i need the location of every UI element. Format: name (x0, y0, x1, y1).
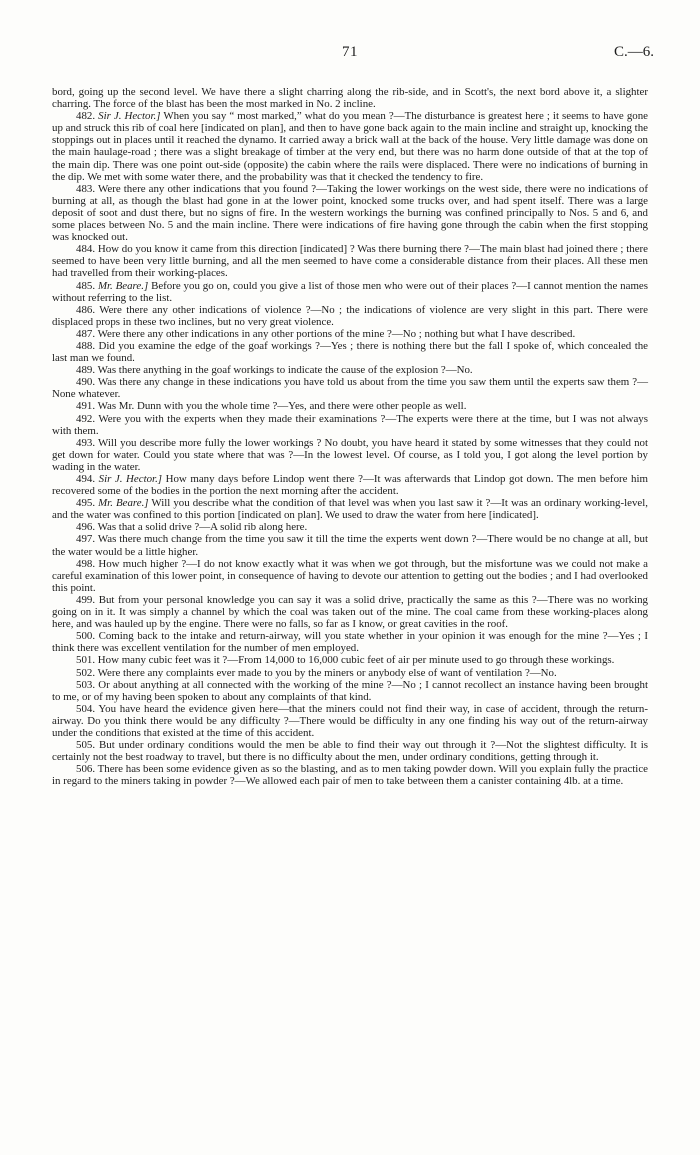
paragraph-text: Were there any other indications that you found ?—Taking the lower workings on the west side, there were no indications of burning at all, as though the blast had gone in at the lower point, knocked some trucks over, and had spent itself. There was a large deposit of soot and dust there, but no signs of fire. In the western workings the burning was confined principally to Nos. 5 and 6, and some places between No. 5 and the main incline. There were indications of fire having gone through the cabin when the first stopping was knocked out. (52, 182, 648, 244)
question-number: 499. (76, 593, 96, 606)
page-number: 71 (342, 44, 358, 60)
testimony-paragraph (52, 558, 648, 594)
question-number: 500. (76, 630, 96, 643)
paragraph-text: Were there any other indications in any other portions of the mine ?—No ; nothing but what I have described. (97, 327, 576, 340)
testimony-paragraph (52, 763, 648, 787)
testimony-paragraph (52, 110, 648, 183)
question-number: 483. (76, 182, 96, 195)
question-number: 502. (76, 666, 96, 679)
paragraph-text: Coming back to the intake and return-airway, will you state whether in your opinion it was enough for the mine ?—Yes ; I think there was excellent ventilation for the number of men employed. (52, 630, 648, 655)
paragraph-text: bord, going up the second level. We have there a slight charring along the rib-side, and in Scott's, the next bord above it, a slighter charring. The force of the blast has been the most marked in No. 2 incline. (52, 86, 648, 111)
paragraph-text: How many cubic feet was it ?—From 14,000 to 16,000 cubic feet of air per minute used to go through these workings. (97, 654, 615, 667)
question-number: 498. (76, 557, 96, 570)
document-reference: C.—6. (613, 44, 654, 60)
testimony-paragraph (52, 183, 648, 243)
testimony-paragraph (52, 328, 648, 340)
paragraph-text: Before you go on, could you give a list of those men who were out of their places ?—I cannot mention the names without referring to the list. (52, 279, 648, 304)
question-number: 503. (76, 678, 96, 691)
testimony-paragraph (52, 594, 648, 630)
testimony-paragraph (52, 679, 648, 703)
testimony-paragraph (52, 630, 648, 654)
testimony-paragraph (52, 364, 648, 376)
question-number: 487. (76, 327, 96, 340)
question-number: 495. (76, 497, 96, 510)
paragraph-text: Was there much change from the time you saw it till the time the experts went down ?—There would be no change at all, but the water would be a little higher. (52, 533, 649, 558)
question-number: 493. (76, 436, 96, 449)
testimony-paragraph (52, 340, 648, 364)
paragraph-text: Will you describe what the condition of that level was when you last saw it ?—It was an ordinary working-level, and the water was confined to this portion [indicated on plan]. We used to draw the water from here [indicated]. (52, 497, 648, 522)
testimony-paragraph (52, 413, 648, 437)
paragraph-text: But under ordinary conditions would the men be able to find their way out through it ?—Not the slightest difficulty. It is certainly not the best roadway to travel, but there is no difficulty about the men, under ordinary conditions, getting through it. (52, 739, 648, 764)
paragraph-text: There has been some evidence given as so the blasting, and as to men taking powder down. Will you explain fully the practice in regard to the miners taking in powder ?—We allowed each pair of men to take between them a canister containing 4lb. at a time. (52, 763, 648, 788)
question-number: 492. (76, 412, 96, 425)
question-number: 504. (76, 702, 96, 715)
document-body (52, 86, 648, 787)
question-number: 489. (76, 364, 96, 377)
question-number: 506. (76, 763, 96, 776)
paragraph-text: Was that a solid drive ?—A solid rib along here. (97, 521, 308, 534)
question-number: 484. (76, 243, 96, 256)
speaker-name: Mr. Beare.] (97, 279, 149, 292)
speaker-name: Mr. Beare.] (98, 497, 149, 510)
question-number: 482. (76, 110, 96, 123)
paragraph-text: Did you examine the edge of the goaf workings ?—Yes ; there is nothing there but the fall I spoke of, which concealed the last man we found. (52, 339, 648, 365)
paragraph-text: How much higher ?—I do not know exactly what it was when we got through, but the misfortune was we could not make a careful examination of this lower point, in consequence of having to devote our attention to getting out the bodies ; and I had overlooked this point. (52, 557, 648, 594)
speaker-name: Sir J. Hector.] (98, 473, 163, 485)
testimony-paragraph (52, 521, 648, 533)
question-number: 494. (76, 473, 96, 485)
paragraph-text: You have heard the evidence given here—that the miners could not find their way, in case of accident, through the return-airway. Do you think there would be any difficulty ?—There would be difficulty in any one finding his way out of the return-airway under the conditions that existed at the time of this accident. (52, 702, 648, 739)
question-number: 491. (76, 400, 96, 413)
testimony-paragraph (52, 86, 648, 110)
testimony-paragraph (52, 400, 648, 412)
testimony-paragraph (52, 473, 648, 497)
testimony-paragraph (52, 533, 648, 557)
paragraph-text: Were there any complaints ever made to you by the miners or anybody else of want of ventilation ?—No. (97, 666, 557, 679)
testimony-paragraph (52, 739, 648, 763)
question-number: 496. (76, 521, 96, 534)
paragraph-text: Was there any change in these indications you have told us about from the time you saw them until the experts saw them ?—None whatever. (52, 376, 648, 401)
testimony-paragraph (52, 280, 648, 304)
question-number: 505. (76, 739, 96, 752)
paragraph-text: Was Mr. Dunn with you the whole time ?—Yes, and there were other people as well. (97, 400, 467, 413)
testimony-paragraph (52, 376, 648, 400)
paragraph-text: Will you describe more fully the lower workings ? No doubt, you have heard it stated by some witnesses that they could not get down for water. Could you state where that was ?—In the lowest level. Of course, as I told you, I got along the level portion by wading in the water. (52, 436, 648, 473)
page-header (46, 44, 654, 66)
speaker-name: Sir J. Hector.] (98, 110, 161, 123)
testimony-paragraph (52, 667, 648, 679)
testimony-paragraph (52, 703, 648, 739)
testimony-paragraph (52, 304, 648, 328)
paragraph-text: Or about anything at all connected with the working of the mine ?—No ; I cannot recollect an instance having been brought to me, or of my having been spoken to about any complaints of that kind. (52, 678, 648, 703)
testimony-paragraph (52, 654, 648, 666)
question-number: 501. (76, 654, 96, 667)
paragraph-text: How many days before Lindop went there ?—It was afterwards that Lindop got down. The men before him recovered some of the bodies in the portion the next morning after the accident. (52, 473, 648, 498)
paragraph-text: When you say “ most marked,” what do you mean ?—The disturbance is greatest here ; it seems to have gone up and struck this rib of coal here [indicated on plan], and then to have gone back again to the main incline and straight up, knocking the stoppings out in places until it reached the dynamo. It carried away a brick wall at the back of the house. Very little damage was done on the main haulage-road ; there was a slight breakage of timber at the very end, but there was no harm done outside of that at the top of the main dip. There was one point out-side (opposite) the cabin where the rails were displaced. There were no indications of burning in the dip. We met with some water there, and the probability was that it checked the tendency to fire. (52, 110, 648, 183)
question-number: 497. (76, 533, 96, 546)
question-number: 488. (76, 339, 96, 352)
paragraph-text: Were there any other indications of violence ?—No ; the indications of violence are very slight in this part. There were displaced props in these two inclines, but no very great violence. (52, 303, 648, 328)
paragraph-text: How do you know it came from this direction [indicated] ? Was there burning there ?—The main blast had joined there ; there seemed to have been very little burning, and all the men seemed to have come a considerable distance from their places. All these men had travelled from their working-places. (52, 243, 648, 280)
paragraph-text: But from your personal knowledge you can say it was a solid drive, practically the same as this ?—There was no working going on in it. It was simply a channel by which the coal was taken out of the mine. The coal came from these working-places along here, and was hauled up by the engine. There were no falls, so far as I know, or great cavities in the roof. (52, 593, 648, 631)
testimony-paragraph (52, 497, 648, 521)
paragraph-text: Was there anything in the goaf workings to indicate the cause of the explosion ?—No. (97, 364, 473, 377)
testimony-paragraph (52, 243, 648, 279)
testimony-paragraph (52, 437, 648, 473)
question-number: 490. (76, 376, 96, 389)
question-number: 485. (76, 279, 96, 292)
paragraph-text: Were you with the experts when they made their examinations ?—The experts were there at the time, but I was not always with them. (52, 412, 648, 437)
question-number: 486. (76, 303, 96, 316)
